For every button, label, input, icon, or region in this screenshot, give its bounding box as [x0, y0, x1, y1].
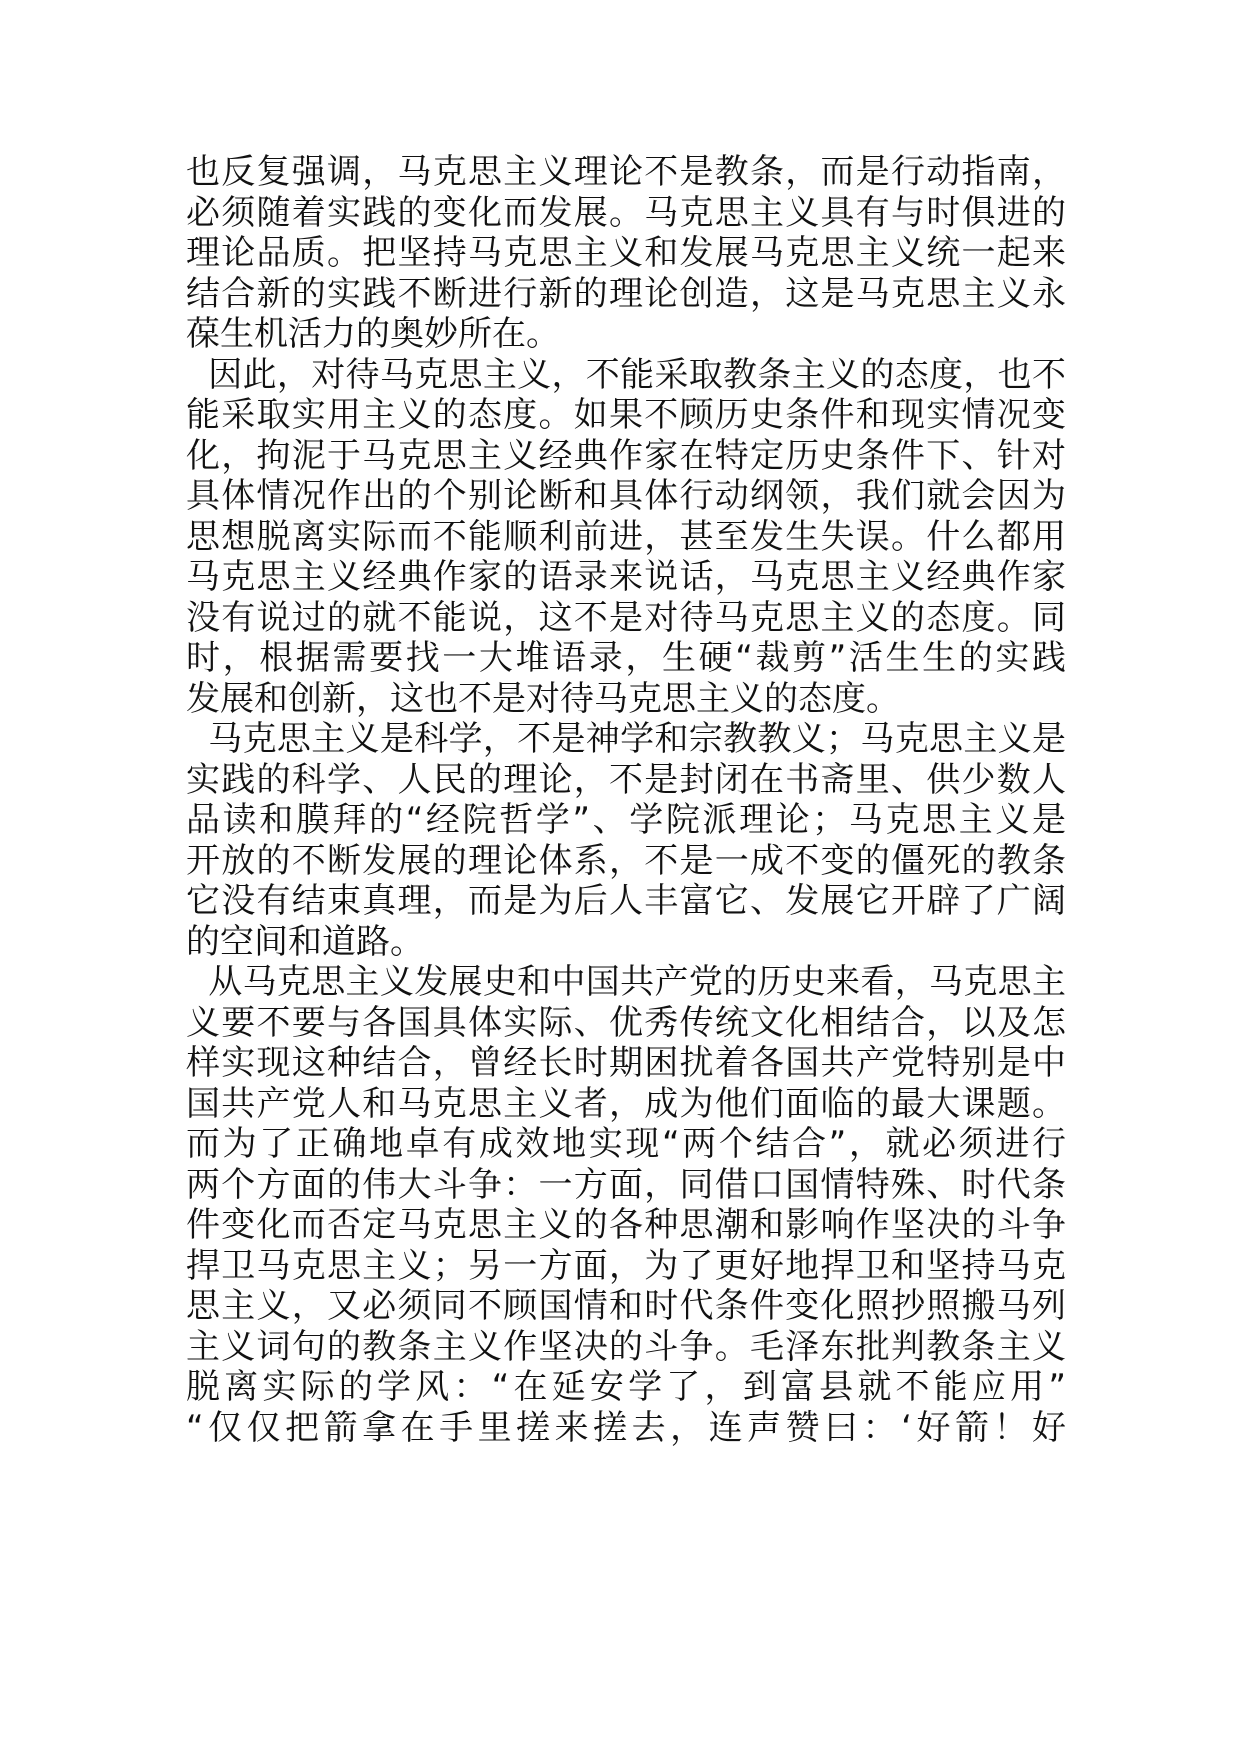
text-line: 从马克思主义发展史和中国共产党的历史来看，马克思主 [186, 962, 1066, 1002]
text-line: 而为了正确地卓有成效地实现“两个结合”，就必须进行 [186, 1124, 1066, 1164]
text-line: 因此，对待马克思主义，不能采取教条主义的态度，也不 [186, 354, 1066, 395]
text-line: 没有说过的就不能说，这不是对待马克思主义的态度。同 [186, 597, 1066, 638]
text-line: 思想脱离实际而不能顺利前进，甚至发生失误。什么都用 [186, 516, 1066, 557]
text-line: “仅仅把箭拿在手里搓来搓去，连声赞曰：‘好箭！好 [186, 1407, 1066, 1448]
text-line: 思主义，又必须同不顾国情和时代条件变化照抄照搬马列 [186, 1286, 1066, 1326]
text-line: 国共产党人和马克思主义者，成为他们面临的最大课题。 [186, 1083, 1066, 1124]
text-line: 时，根据需要找一大堆语录，生硬“裁剪”活生生的实践 [186, 638, 1066, 678]
text-line: 具体情况作出的个别论断和具体行动纲领，我们就会因为 [186, 476, 1066, 516]
text-line: 件变化而否定马克思主义的各种思潮和影响作坚决的斗争 [186, 1205, 1066, 1245]
text-line: 马克思主义是科学，不是神学和宗教教义；马克思主义是 [186, 719, 1066, 759]
text-line: 品读和膜拜的“经院哲学”、学院派理论；马克思主义是 [186, 800, 1066, 840]
body-text [186, 152, 1066, 1448]
text-line: 脱离实际的学风：“在延安学了，到富县就不能应用” [186, 1367, 1066, 1407]
text-line: 开放的不断发展的理论体系，不是一成不变的僵死的教条 [186, 840, 1066, 881]
text-line: 两个方面的伟大斗争：一方面，同借口国情特殊、时代条 [186, 1164, 1066, 1205]
text-line: 马克思主义经典作家的语录来说话，马克思主义经典作家 [186, 557, 1066, 597]
text-line: 的空间和道路。 [186, 921, 424, 962]
text-line: 理论品质。把坚持马克思主义和发展马克思主义统一起来 [186, 233, 1066, 273]
text-line: 义要不要与各国具体实际、优秀传统文化相结合，以及怎 [186, 1002, 1066, 1043]
text-line: 必须随着实践的变化而发展。马克思主义具有与时俱进的 [186, 192, 1066, 233]
text-line: 样实现这种结合，曾经长时期困扰着各国共产党特别是中 [186, 1043, 1066, 1083]
text-line: 实践的科学、人民的理论，不是封闭在书斋里、供少数人 [186, 759, 1066, 800]
text-line: 它没有结束真理，而是为后人丰富它、发展它开辟了广阔 [186, 881, 1066, 921]
text-line: 化，拘泥于马克思主义经典作家在特定历史条件下、针对 [186, 435, 1066, 476]
text-line: 发展和创新，这也不是对待马克思主义的态度。 [186, 678, 900, 719]
text-line: 也反复强调，马克思主义理论不是教条，而是行动指南， [186, 152, 1066, 192]
text-line: 葆生机活力的奥妙所在。 [186, 314, 560, 354]
text-line: 主义词句的教条主义作坚决的斗争。毛泽东批判教条主义 [186, 1326, 1066, 1367]
text-line: 能采取实用主义的态度。如果不顾历史条件和现实情况变 [186, 395, 1066, 435]
text-line: 捍卫马克思主义；另一方面，为了更好地捍卫和坚持马克 [186, 1245, 1066, 1286]
text-line: 结合新的实践不断进行新的理论创造，这是马克思主义永 [186, 273, 1066, 314]
